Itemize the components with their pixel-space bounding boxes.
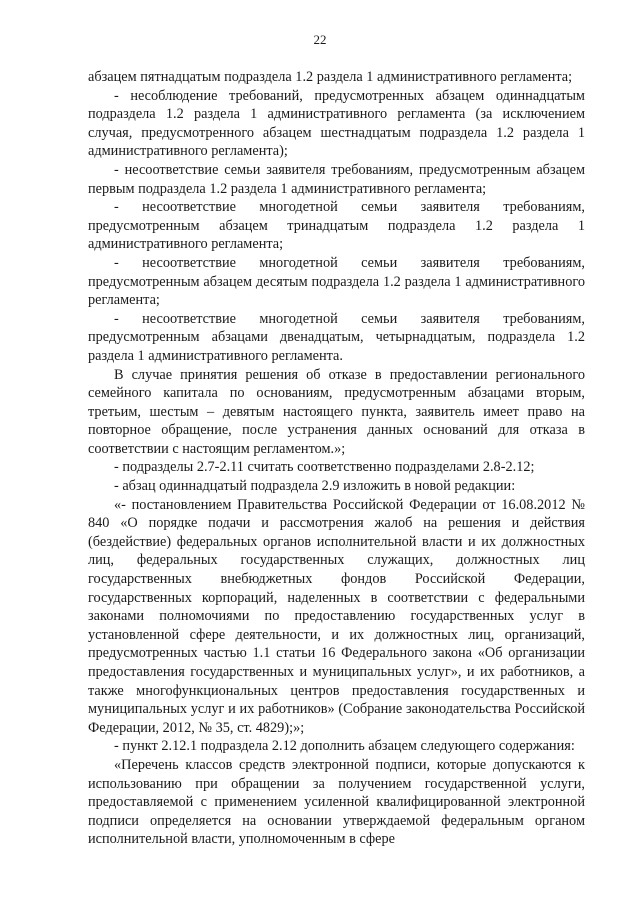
- page-number: 22: [313, 32, 327, 47]
- paragraph-supplement-clause: - пункт 2.12.1 подраздела 2.12 дополнить абзацем следующего содержания:: [114, 738, 575, 755]
- list-item-family-mismatch: - несоответствие семьи заявителя требованиям, предусмотренным абзацем первым подраздела 1.2 раздела 1 административного регламента;: [88, 161, 585, 197]
- paragraph-government-decree: «- постановлением Правительства Российской Федерации от 16.08.2012 № 840 «О порядке подачи и рассмотрения жалоб на решения и действия (бездействие) федеральных органов исполнительной власти и их должностных лиц, федеральных государственных служащих, должностных лиц государственных внебюджетных фондов Российской Федерации, государственных корпораций, наделенных в соответствии с федеральными законами полномочиями по предоставлению государственных услуг в установленной сфере деятельности, и их должностных лиц, организаций, предусмотренных частью 1.1 статьи 16 Федерального закона «Об организации предоставления государственных и муниципальных услуг», и их работников, а также многофункциональных центров предоставления государственных и муниципальных услуг и их работников» (Собрание законодательства Российской Федерации, 2012, № 35, ст. 4829);»;: [88, 496, 585, 736]
- list-item-large-family-10: - несоответствие многодетной семьи заявителя требованиям, предусмотренным абзацем десятым подраздела 1.2 раздела 1 административного регламента;: [88, 254, 585, 309]
- paragraph-refusal-case: В случае принятия решения об отказе в предоставлении регионального семейного капитала по основаниям, предусмотренным абзацами вторым, третьим, шестым – девятым настоящего пункта, заявитель имеет право на повторное обращение, после устранения данных оснований для отказа в соответствии с настоящим регламентом.»;: [88, 366, 585, 457]
- paragraph-new-edition: - абзац одиннадцатый подраздела 2.9 изложить в новой редакции:: [114, 478, 516, 495]
- document-body: [88, 68, 585, 849]
- list-item-requirements-violation: - несоблюдение требований, предусмотренных абзацем одиннадцатым подраздела 1.2 раздела 1 административного регламента (за исключением случая, предусмотренного абзацем шестнадцатым подраздела 1.2 раздела 1 административного регламента);: [88, 87, 585, 160]
- paragraph-renumber-subsections: - подразделы 2.7-2.11 считать соответственно подразделами 2.8-2.12;: [114, 459, 535, 476]
- paragraph-electronic-signature: «Перечень классов средств электронной подписи, которые допускаются к использованию при обращении за получением государственной услуги, предоставляемой с применением усиленной квалифицированной электронной подписи определяется на основании утверждаемой федеральным органом исполнительной власти, уполномоченным в сфере: [88, 756, 585, 848]
- list-item-large-family-12-14: - несоответствие многодетной семьи заявителя требованиям, предусмотренным абзацами двенадцатым, четырнадцатым, подраздела 1.2 раздела 1 административного регламента.: [88, 310, 585, 364]
- list-item-large-family-13: - несоответствие многодетной семьи заявителя требованиям, предусмотренным абзацем тринадцатым подраздела 1.2 раздела 1 административного регламента;: [88, 199, 585, 253]
- paragraph-continuation: абзацем пятнадцатым подраздела 1.2 раздела 1 административного регламента;: [88, 69, 573, 85]
